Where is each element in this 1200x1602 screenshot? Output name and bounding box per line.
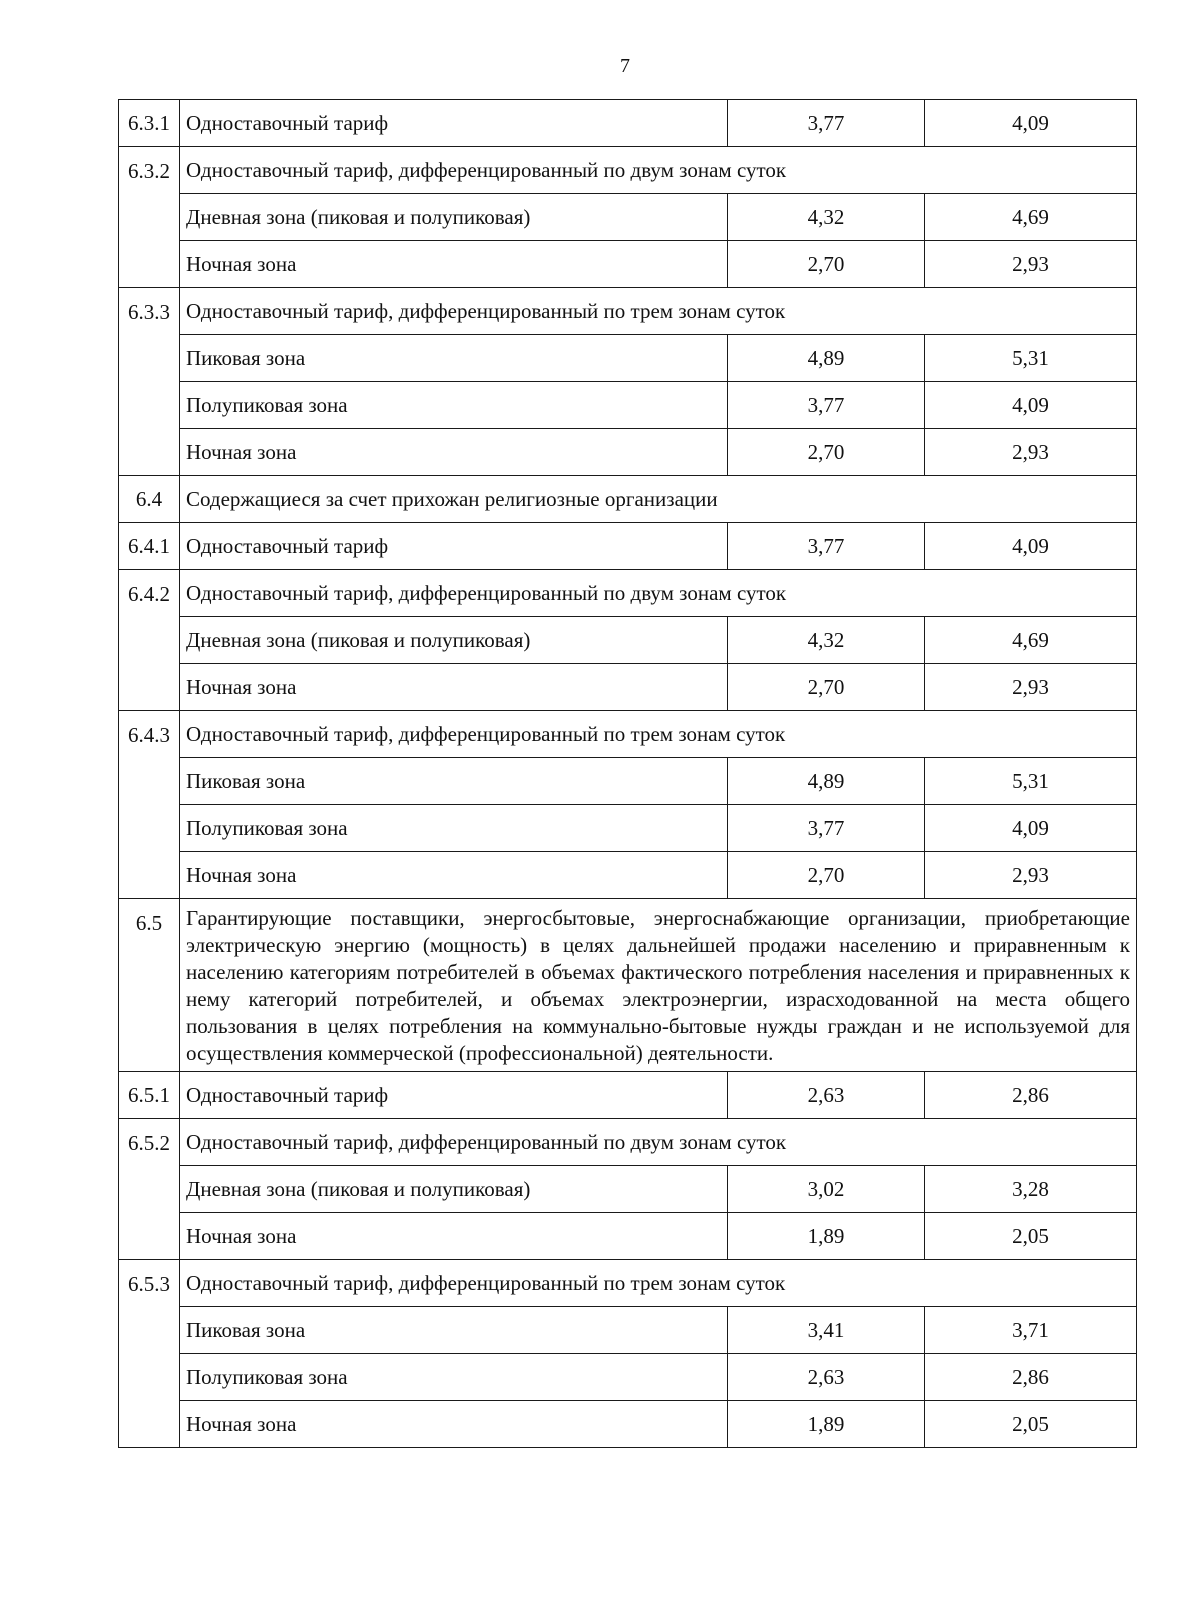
tariff-value-2: 5,31 (925, 758, 1137, 805)
tariff-value-2: 4,09 (925, 805, 1137, 852)
tariff-value-2: 2,05 (925, 1401, 1137, 1448)
zone-name: Ночная зона (180, 852, 728, 899)
zone-name: Полупиковая зона (180, 382, 728, 429)
table-row (119, 805, 1137, 852)
tariff-value-1: 2,70 (728, 852, 925, 899)
table-row (119, 1354, 1137, 1401)
row-number: 6.5 (119, 899, 180, 1072)
tariff-value-1: 4,32 (728, 617, 925, 664)
tariff-value-2: 2,93 (925, 429, 1137, 476)
zone-name: Ночная зона (180, 1401, 728, 1448)
tariff-value-2: 3,71 (925, 1307, 1137, 1354)
table-row (119, 899, 1137, 1072)
table-row (119, 382, 1137, 429)
tariff-value-1: 3,77 (728, 100, 925, 147)
table-row (119, 664, 1137, 711)
tariff-value-1: 2,70 (728, 429, 925, 476)
tariff-value-1: 4,32 (728, 194, 925, 241)
table-row (119, 1119, 1137, 1166)
table-row (119, 147, 1137, 194)
tariff-value-1: 4,89 (728, 335, 925, 382)
row-title: Одноставочный тариф, дифференцированный по трем зонам суток (180, 711, 1137, 758)
zone-name: Дневная зона (пиковая и полупиковая) (180, 194, 728, 241)
row-number: 6.4 (119, 476, 180, 523)
zone-name: Пиковая зона (180, 1307, 728, 1354)
tariff-value-1: 2,70 (728, 241, 925, 288)
tariff-value-1: 2,63 (728, 1072, 925, 1119)
zone-name: Дневная зона (пиковая и полупиковая) (180, 617, 728, 664)
tariff-value-1: 1,89 (728, 1401, 925, 1448)
tariff-value-2: 3,28 (925, 1166, 1137, 1213)
tariff-value-1: 3,77 (728, 805, 925, 852)
table-row (119, 711, 1137, 758)
row-number: 6.4.2 (119, 570, 180, 711)
row-number: 6.5.2 (119, 1119, 180, 1260)
row-number: 6.5.3 (119, 1260, 180, 1448)
table-row (119, 241, 1137, 288)
tariff-value-2: 2,93 (925, 852, 1137, 899)
row-number: 6.3.2 (119, 147, 180, 288)
zone-name: Полупиковая зона (180, 805, 728, 852)
row-title: Одноставочный тариф, дифференцированный по трем зонам суток (180, 1260, 1137, 1307)
zone-name: Полупиковая зона (180, 1354, 728, 1401)
tariff-value-1: 3,77 (728, 382, 925, 429)
tariff-table-body (119, 100, 1137, 1448)
table-row (119, 1401, 1137, 1448)
row-number: 6.5.1 (119, 1072, 180, 1119)
tariff-value-2: 4,09 (925, 523, 1137, 570)
section-title: Содержащиеся за счет прихожан религиозные организации (180, 476, 1137, 523)
row-title: Одноставочный тариф, дифференцированный по двум зонам суток (180, 147, 1137, 194)
tariff-value-1: 3,77 (728, 523, 925, 570)
table-row (119, 1166, 1137, 1213)
row-number: 6.4.3 (119, 711, 180, 899)
row-title: Одноставочный тариф, дифференцированный по трем зонам суток (180, 288, 1137, 335)
table-row (119, 100, 1137, 147)
table-row (119, 523, 1137, 570)
zone-name: Пиковая зона (180, 335, 728, 382)
table-row (119, 1213, 1137, 1260)
row-number: 6.4.1 (119, 523, 180, 570)
page-number: 7 (620, 55, 630, 77)
table-row (119, 1260, 1137, 1307)
table-row (119, 476, 1137, 523)
tariff-value-2: 4,69 (925, 617, 1137, 664)
tariff-value-1: 3,02 (728, 1166, 925, 1213)
tariff-value-1: 3,41 (728, 1307, 925, 1354)
table-row (119, 335, 1137, 382)
row-title: Одноставочный тариф (180, 523, 728, 570)
row-title: Одноставочный тариф, дифференцированный по двум зонам суток (180, 1119, 1137, 1166)
table-row (119, 288, 1137, 335)
table-row (119, 429, 1137, 476)
zone-name: Ночная зона (180, 429, 728, 476)
tariff-value-2: 4,09 (925, 100, 1137, 147)
tariff-value-2: 5,31 (925, 335, 1137, 382)
tariff-value-2: 2,93 (925, 664, 1137, 711)
section-title: Гарантирующие поставщики, энергосбытовые, энергоснабжающие организации, приобретающие электрическую энергию (мощность) в целях дальнейшей продажи населению и приравненным к населению категориям потребителей в объемах фактического потребления населения и приравненных к нему категорий потребителей, и объемах электроэнергии, израсходованной на места общего пользования в целях потребления на коммунально-бытовые нужды граждан и не используемой для осуществления коммерческой (профессиональной) деятельности. (180, 899, 1137, 1072)
row-number: 6.3.1 (119, 100, 180, 147)
tariff-value-1: 4,89 (728, 758, 925, 805)
tariff-value-1: 1,89 (728, 1213, 925, 1260)
row-title: Одноставочный тариф (180, 100, 728, 147)
tariff-value-2: 4,69 (925, 194, 1137, 241)
tariff-value-2: 2,05 (925, 1213, 1137, 1260)
tariff-value-1: 2,70 (728, 664, 925, 711)
table-row (119, 570, 1137, 617)
zone-name: Дневная зона (пиковая и полупиковая) (180, 1166, 728, 1213)
zone-name: Ночная зона (180, 664, 728, 711)
tariff-table (118, 99, 1137, 1448)
tariff-value-2: 2,86 (925, 1354, 1137, 1401)
table-row (119, 852, 1137, 899)
table-row (119, 1072, 1137, 1119)
row-title: Одноставочный тариф, дифференцированный по двум зонам суток (180, 570, 1137, 617)
row-number: 6.3.3 (119, 288, 180, 476)
table-row (119, 194, 1137, 241)
tariff-value-1: 2,63 (728, 1354, 925, 1401)
table-row (119, 617, 1137, 664)
tariff-value-2: 2,86 (925, 1072, 1137, 1119)
zone-name: Пиковая зона (180, 758, 728, 805)
zone-name: Ночная зона (180, 1213, 728, 1260)
tariff-value-2: 4,09 (925, 382, 1137, 429)
table-row (119, 1307, 1137, 1354)
table-row (119, 758, 1137, 805)
tariff-value-2: 2,93 (925, 241, 1137, 288)
row-title: Одноставочный тариф (180, 1072, 728, 1119)
zone-name: Ночная зона (180, 241, 728, 288)
